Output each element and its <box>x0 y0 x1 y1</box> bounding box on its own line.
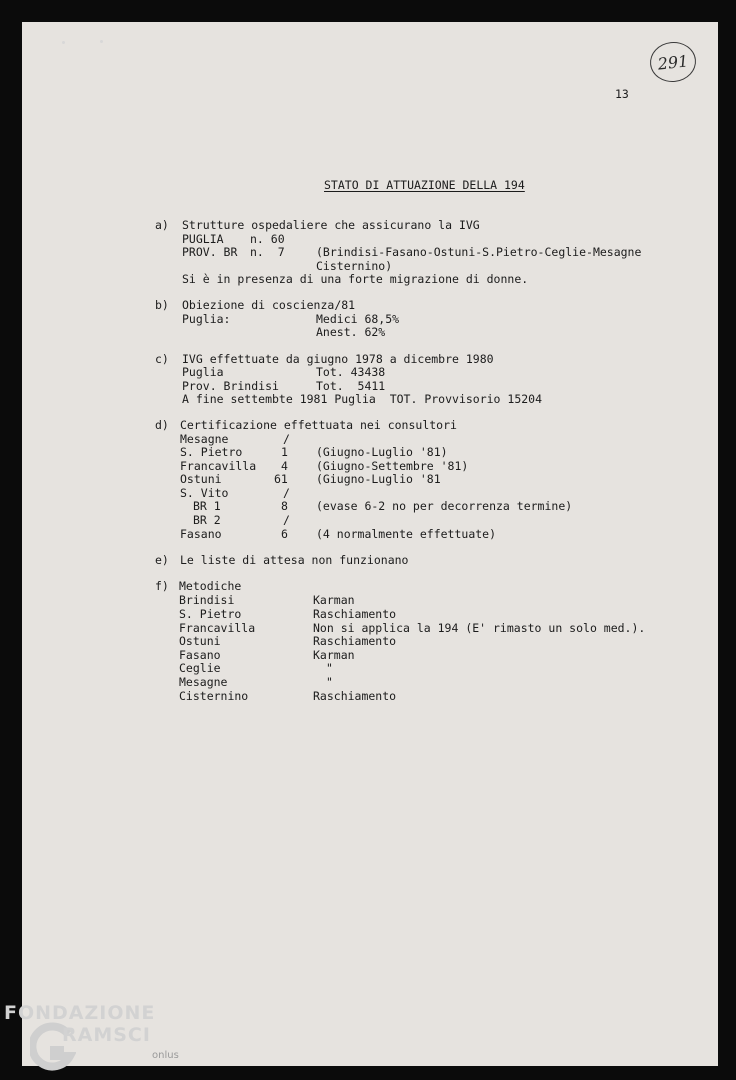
row-label: Mesagne <box>179 675 228 689</box>
row-count: / <box>283 486 290 500</box>
row-label: S. Pietro <box>179 607 242 621</box>
row-label: Ostuni <box>180 472 222 486</box>
row-label: PUGLIA <box>182 232 224 246</box>
section-letter: c) <box>155 352 169 366</box>
section-note: Si è in presenza di una forte migrazione di donne. <box>182 272 529 286</box>
watermark-line3: onlus <box>152 1050 179 1061</box>
row-value: Tot. 43438 <box>316 365 386 379</box>
row-label: Puglia: <box>182 312 231 326</box>
section-heading: Metodiche <box>179 579 242 593</box>
row-label: Francavilla <box>179 621 256 635</box>
row-count: 8 <box>281 499 288 513</box>
section-letter: e) <box>155 553 169 567</box>
row-count: 4 <box>281 459 288 473</box>
row-note: (Giugno-Luglio '81 <box>316 472 441 486</box>
section-letter: a) <box>155 218 169 232</box>
row-value: n. 60 <box>250 232 285 246</box>
row-value: " <box>326 661 333 675</box>
section-heading: Obiezione di coscienza/81 <box>182 298 356 312</box>
section-heading: Certificazione effettuata nei consultori <box>180 418 457 432</box>
row-note: (Brindisi-Fasano-Ostuni-S.Pietro-Ceglie-Mesagne <box>316 245 642 259</box>
row-label: Fasano <box>179 648 221 662</box>
row-label: S. Pietro <box>180 445 243 459</box>
row-value: n. 7 <box>250 245 285 259</box>
row-label: Cisternino <box>179 689 249 703</box>
section-note: A fine settembte 1981 Puglia TOT. Provvisorio 15204 <box>182 392 543 406</box>
row-label: Ceglie <box>179 661 221 675</box>
row-label: BR 1 <box>193 499 221 513</box>
row-count: 6 <box>281 527 288 541</box>
row-label: BR 2 <box>193 513 221 527</box>
row-count: 1 <box>281 445 288 459</box>
row-value: Raschiamento <box>313 607 397 621</box>
section-letter: f) <box>155 579 169 593</box>
row-note: (evase 6-2 no per decorrenza termine) <box>316 499 573 513</box>
row-note: (4 normalmente effettuate) <box>316 527 497 541</box>
row-value: Non si applica la 194 (E' rimasto un solo med.). <box>313 621 646 635</box>
section-heading: IVG effettuate da giugno 1978 a dicembre 1980 <box>182 352 494 366</box>
watermark-logo <box>4 1002 194 1074</box>
section-letter: b) <box>155 298 169 312</box>
row-label: Mesagne <box>180 432 229 446</box>
row-label: Brindisi <box>179 593 235 607</box>
row-label: Ostuni <box>179 634 221 648</box>
row-note: Cisternino) <box>316 259 393 273</box>
row-label: Prov. Brindisi <box>182 379 279 393</box>
row-count: / <box>283 513 290 527</box>
row-value: Karman <box>313 648 355 662</box>
watermark-line2: RAMSCI <box>62 1024 151 1046</box>
section-letter: d) <box>155 418 169 432</box>
row-label: Puglia <box>182 365 224 379</box>
row-value: Tot. 5411 <box>316 379 386 393</box>
watermark-line1: FONDAZIONE <box>4 1002 156 1024</box>
row-value: Raschiamento <box>313 689 397 703</box>
row-value: " <box>326 675 333 689</box>
row-note: (Giugno-Luglio '81) <box>316 445 448 459</box>
row-label: S. Vito <box>180 486 229 500</box>
row-note: (Giugno-Settembre '81) <box>316 459 469 473</box>
row-label: Fasano <box>180 527 222 541</box>
row-count: 61 <box>274 472 288 486</box>
page-number: 13 <box>615 87 629 101</box>
row-value: Karman <box>313 593 355 607</box>
row-value: Raschiamento <box>313 634 397 648</box>
page-title: STATO DI ATTUAZIONE DELLA 194 <box>324 178 525 192</box>
row-count: / <box>283 432 290 446</box>
row-label: Francavilla <box>180 459 257 473</box>
handwritten-page-number: 291 <box>648 40 698 85</box>
row-value: Anest. 62% <box>316 325 386 339</box>
section-heading: Strutture ospedaliere che assicurano la IVG <box>182 218 480 232</box>
row-label: PROV. BR <box>182 245 238 259</box>
section-text: Le liste di attesa non funzionano <box>180 553 409 567</box>
row-value: Medici 68,5% <box>316 312 400 326</box>
